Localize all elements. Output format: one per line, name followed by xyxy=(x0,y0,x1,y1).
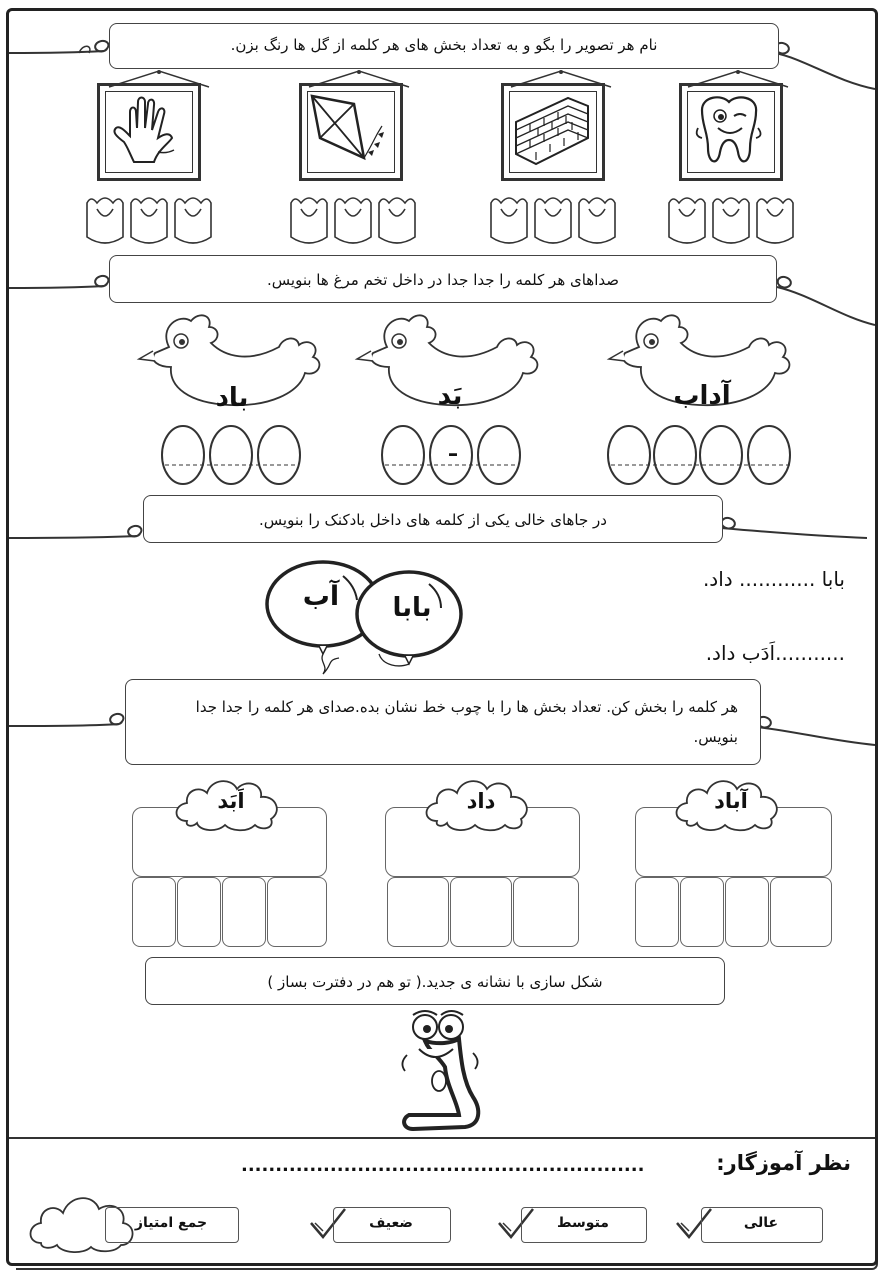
picture-frame-wall xyxy=(501,83,605,181)
brick-wall-icon xyxy=(510,92,592,170)
sound-cell[interactable] xyxy=(680,877,724,947)
sound-cell[interactable] xyxy=(387,877,449,947)
left-swirl-3 xyxy=(9,516,149,556)
grade-average-label: متوسط xyxy=(557,1215,609,1231)
instruction-text-2: صداهای هر کلمه را جدا جدا در داخل تخم مرغ ها بنویس. xyxy=(267,271,619,289)
sound-cell[interactable] xyxy=(635,877,679,947)
instruction-banner-3 xyxy=(143,495,723,543)
chicken-word-2: بَد xyxy=(437,381,463,411)
flower-row-3 xyxy=(487,193,625,245)
grade-weak-label: ضعیف xyxy=(369,1215,413,1231)
instruction-text-4: هر کلمه را بخش کن. تعداد بخش ها را با چوب خط نشان بده.صدای هر کلمه را جدا جدا بنویس. xyxy=(195,698,738,746)
picture-frame-hand xyxy=(97,83,201,181)
chicken-word-1: باد xyxy=(215,383,249,413)
balloon-word-left: آب xyxy=(302,581,340,612)
flower-row-2 xyxy=(287,193,425,245)
worksheet-page xyxy=(6,8,878,1266)
sentence-line-1[interactable]: بابا ............ داد. xyxy=(702,567,845,591)
sound-cell[interactable] xyxy=(222,877,266,947)
picture-frame-tooth xyxy=(679,83,783,181)
cloud-word-1: اَبَد xyxy=(217,789,245,813)
frame-inner xyxy=(687,91,775,173)
grade-total-label: جمع امتیاز xyxy=(134,1215,208,1231)
left-swirl-4 xyxy=(9,704,133,744)
teacher-comment-dots[interactable]: ........................................................... xyxy=(241,1155,645,1176)
kite-icon xyxy=(308,92,390,170)
hand-icon xyxy=(106,92,188,170)
cloud-word-2: داد xyxy=(466,789,496,813)
sound-cell[interactable] xyxy=(132,877,176,947)
cloud-word-3: آباد xyxy=(714,789,748,813)
sound-cell[interactable] xyxy=(177,877,221,947)
frame-inner xyxy=(307,91,395,173)
chicken-word-3: آداب xyxy=(673,381,731,411)
sentence-line-2[interactable]: ...........اَدَب داد. xyxy=(705,641,845,665)
flower-row-1 xyxy=(83,193,221,245)
footer-divider xyxy=(9,1137,875,1139)
left-swirl-1 xyxy=(9,31,119,71)
instruction-banner-1 xyxy=(109,23,779,69)
teacher-comment-label: نظر آموزگار: xyxy=(716,1151,851,1175)
balloon-word-right: بابا xyxy=(392,593,432,623)
instruction-text-3: در جاهای خالی یکی از کلمه های داخل بادکنک را بنویس. xyxy=(259,511,607,529)
instruction-text-5: شکل سازی با نشانه ی جدید.( تو هم در دفترت بساز ) xyxy=(267,973,603,991)
letter-dal-character-icon xyxy=(389,1005,509,1135)
sound-cell[interactable] xyxy=(770,877,832,947)
instruction-banner-2 xyxy=(109,255,777,303)
frame-inner xyxy=(509,91,597,173)
instruction-banner-4 xyxy=(125,679,761,765)
egg-group-1 xyxy=(159,419,305,487)
tooth-icon xyxy=(688,92,770,170)
flower-row-4 xyxy=(665,193,803,245)
egg-group-3 xyxy=(605,419,797,487)
sound-cell[interactable] xyxy=(267,877,327,947)
sound-cell[interactable] xyxy=(450,877,512,947)
instruction-banner-5 xyxy=(145,957,725,1005)
right-swirl-3 xyxy=(717,516,867,546)
right-swirl-4 xyxy=(753,711,875,751)
frame-inner xyxy=(105,91,193,173)
egg-filled-mark: ـ xyxy=(449,437,457,462)
picture-frame-kite xyxy=(299,83,403,181)
instruction-text-1: نام هر تصویر را بگو و به تعداد بخش های هر کلمه از گل ها رنگ بزن. xyxy=(230,36,658,54)
grade-excellent-label: عالی xyxy=(743,1215,779,1231)
left-swirl-2 xyxy=(9,266,119,306)
sound-cell[interactable] xyxy=(513,877,579,947)
sound-cell[interactable] xyxy=(725,877,769,947)
